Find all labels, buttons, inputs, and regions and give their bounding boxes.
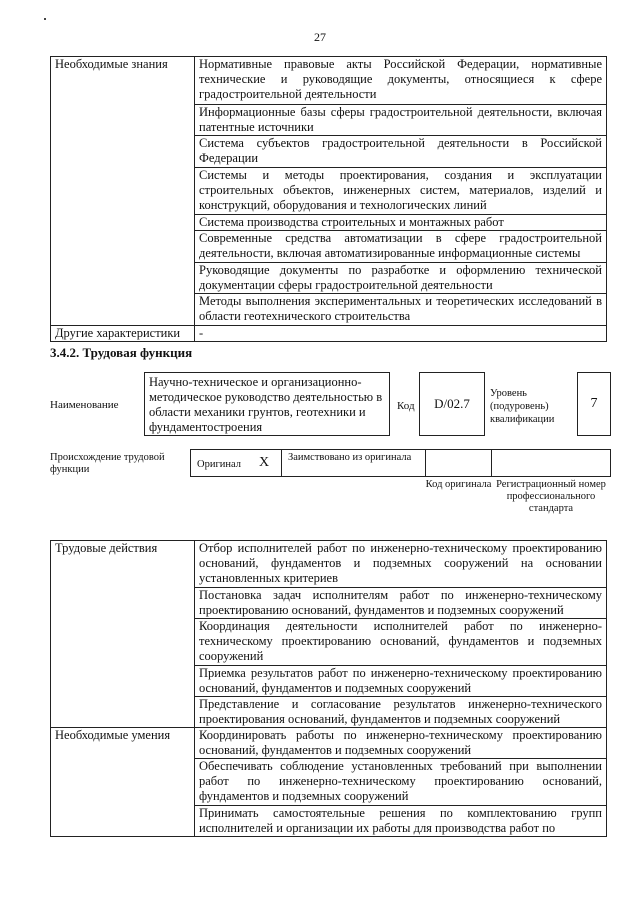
original-cell (190, 449, 282, 477)
knowledge-item: Система производства строительных и монтажных работ (195, 215, 607, 231)
original-label: Оригинал (197, 459, 241, 470)
page-number: 27 (314, 30, 326, 44)
knowledge-item: Информационные базы сферы градостроительной деятельности, включая патентные источники (195, 105, 607, 136)
skill-item: Обеспечивать соблюдение установленных требований при выполнении работ по инженерно-техническому проектированию оснований, фундаментов и подземных сооружений (195, 759, 607, 806)
level-value-box: 7 (577, 372, 611, 436)
skill-item: Координировать работы по инженерно-техническому проектированию оснований, фундаментов и подземных сооружений (195, 728, 607, 759)
action-item: Приемка результатов работ по инженерно-техническому проектированию оснований, фундаментов и подземных сооружений (195, 666, 607, 697)
knowledge-item: Системы и методы проектирования, создания и эксплуатации строительных объектов, инженерных систем, материалов, изделий и конструкций, оборудования и технологических линий (195, 168, 607, 215)
actions-table (50, 540, 607, 837)
action-item: Координация деятельности исполнителей работ по инженерно-техническому проектированию оснований, фундаментов и подземных сооружений (195, 619, 607, 666)
knowledge-item: Современные средства автоматизации в сфере градостроительной деятельности, включая автоматизированные информационные системы (195, 231, 607, 263)
registration-number-cell (491, 449, 611, 477)
other-characteristics-label: Другие характеристики (51, 326, 195, 342)
function-name-box: Научно-техническое и организационно-методическое руководство деятельностью в области механики грунтов, геотехники и фундаментостроения (144, 372, 390, 436)
name-label: Наименование (50, 399, 119, 411)
registration-number-caption: Регистрационный номер профессионального стандарта (496, 479, 606, 514)
code-label: Код (397, 400, 415, 412)
action-item: Постановка задач исполнителям работ по инженерно-техническому проектированию оснований, фундаментов и подземных сооружений (195, 588, 607, 619)
actions-label: Трудовые действия (51, 541, 195, 728)
action-item: Отбор исполнителей работ по инженерно-техническому проектированию оснований, фундаментов и подземных сооружений на основании установленных критериев (195, 541, 607, 588)
original-code-caption: Код оригинала (425, 479, 492, 490)
knowledge-table (50, 56, 607, 342)
function-code-box: D/02.7 (419, 372, 485, 436)
knowledge-label: Необходимые знания (51, 57, 195, 326)
knowledge-item: Руководящие документы по разработке и оформлению технической документации сферы градостроительной деятельности (195, 263, 607, 294)
original-mark: X (259, 455, 270, 470)
borrowed-label: Заимствовано из оригинала (288, 452, 412, 463)
skills-label: Необходимые умения (51, 728, 195, 837)
origin-label: Происхождение трудовой функции (50, 452, 165, 475)
knowledge-item: Нормативные правовые акты Российской Федерации, нормативные технические и руководящие документы, относящиеся к сфере градостроительной деятельности (195, 57, 607, 105)
section-title: 3.4.2. Трудовая функция (50, 345, 193, 360)
borrowed-cell (281, 449, 426, 477)
action-item: Представление и согласование результатов инженерно-технического проектирования оснований, фундаментов и подземных сооружений (195, 697, 607, 728)
other-characteristics-value: - (195, 326, 607, 342)
knowledge-item: Система субъектов градостроительной деятельности в Российской Федерации (195, 136, 607, 168)
scan-speck (44, 18, 46, 20)
skill-item: Принимать самостоятельные решения по комплектованию групп исполнителей и организации их работы для производства работ по (195, 806, 607, 837)
level-label: Уровень (подуровень) квалификации (490, 388, 555, 425)
original-code-cell (425, 449, 492, 477)
knowledge-item: Методы выполнения экспериментальных и теоретических исследований в области геотехнического строительства (195, 294, 607, 326)
